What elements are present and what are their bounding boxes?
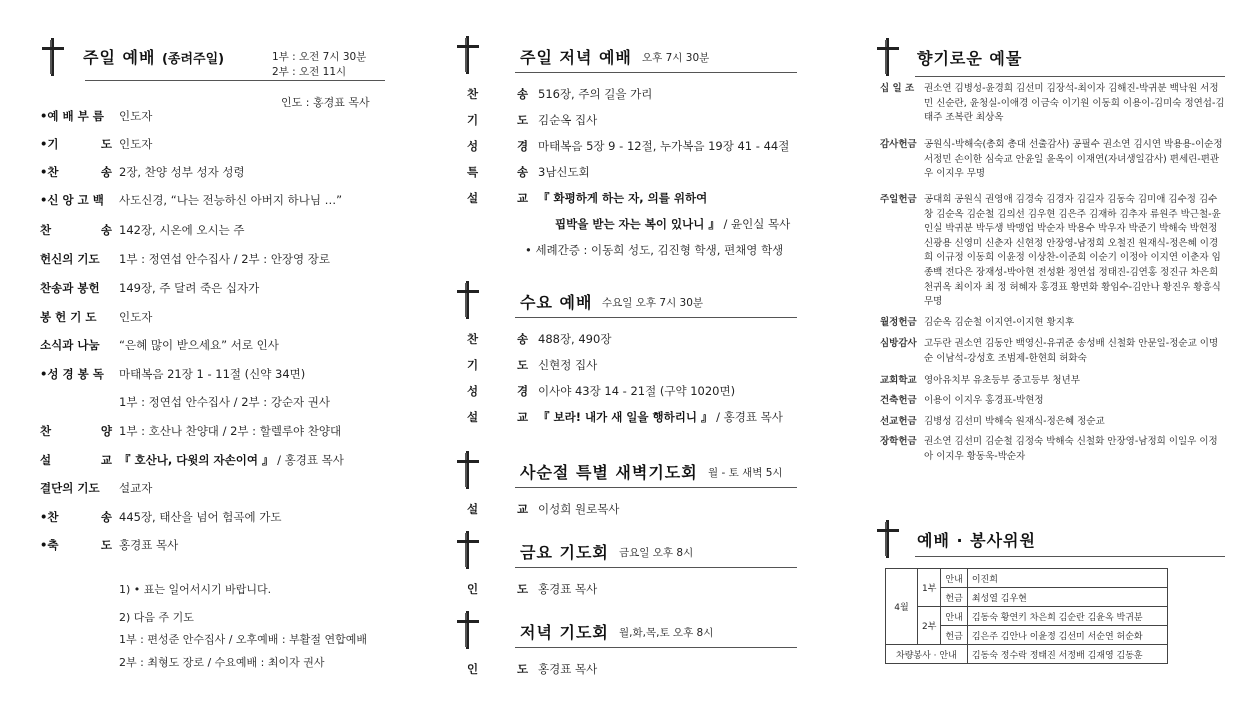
divider <box>915 76 1225 77</box>
order-label-text: •찬 <box>40 510 59 524</box>
order-value <box>119 423 341 439</box>
offering-entry <box>880 337 1225 366</box>
row-value <box>538 190 707 206</box>
order-label-text: 소식과 나눔 <box>40 338 100 352</box>
order-value-text: / 홍경표 목사 <box>273 453 344 467</box>
offering-names: 권소연 김병성-윤경희 김선미 김장석-최이자 김해진-박귀분 백낙원 서정민 신순란, 윤청실-이애경 이금숙 이기원 이동희 이용이-김미숙 정연섭-김태주 조복란 최상옥 <box>924 83 1225 124</box>
order-value <box>119 509 281 525</box>
service-title: 저녁 기도회 <box>520 623 609 642</box>
row-label: 설 <box>467 502 479 516</box>
row-label: 기 <box>467 358 479 372</box>
order-value-text: 인도자 <box>119 109 153 123</box>
row-value-text: 홍경표 목사 <box>538 582 598 596</box>
order-value <box>119 280 259 296</box>
row-label: 도 <box>517 662 529 676</box>
offering-category: 선교헌금 <box>880 416 917 427</box>
order-label-text: 헌신의 기도 <box>40 252 100 266</box>
offering-names: 공원식-박해숙(총회 총대 선출감사) 공필수 권소연 김시연 박용용-이순정 서정민 손이한 심숙교 안윤일 윤옥이 이재연(자녀생일감사) 편세린-편관우 이지우 무명 <box>924 139 1223 180</box>
divider <box>515 317 797 318</box>
service-title: 수요 예배 <box>520 293 593 312</box>
service-time: 월,화,목,토 오후 8시 <box>619 627 714 639</box>
order-label-text: 도 <box>100 137 112 151</box>
offering-category: 주일헌금 <box>880 194 917 205</box>
service-time: 수요일 오후 7시 30분 <box>602 297 704 309</box>
order-value <box>119 337 279 353</box>
divider <box>515 72 797 73</box>
order-value <box>119 366 305 382</box>
order-value <box>119 309 152 325</box>
order-label-text: 찬 <box>40 223 52 237</box>
order-value-text: 149장, 주 달려 죽은 십자가 <box>119 281 260 295</box>
row-value-text: 이사야 43장 14 - 21절 (구약 1020면) <box>538 384 736 398</box>
order-value-text: 1부 : 정연섭 안수집사 / 2부 : 강순자 권사 <box>119 395 331 409</box>
order-value <box>119 222 244 238</box>
names-cell: 김동숙 황연키 차은희 김순란 김윤옥 박귀분 <box>967 607 1167 626</box>
offering-entry <box>880 374 1225 389</box>
note-line: 1부 : 편성준 안수집사 / 오후예배 : 부활절 연합예배 <box>119 633 367 646</box>
row-label: 찬 <box>467 87 479 101</box>
offerings-title: 향기로운 예물 <box>917 49 1023 68</box>
row-value <box>525 242 783 258</box>
offering-names: 이용이 이지우 홍경표-박현정 <box>924 395 1044 406</box>
cross-icon <box>455 36 481 72</box>
service-title: 사순절 특별 새벽기도회 <box>520 463 698 482</box>
note-line: 2) 다음 주 기도 <box>119 611 194 624</box>
row-value-text: 이성희 원로목사 <box>538 502 620 516</box>
offering-category: 십 일 조 <box>880 83 915 94</box>
role-cell: 헌금 <box>941 626 967 645</box>
row-value <box>538 86 652 102</box>
order-label-text: 찬송과 봉헌 <box>40 281 100 295</box>
row-value <box>538 409 783 425</box>
row-value <box>538 501 619 517</box>
order-label-text: •성 경 봉 독 <box>40 367 104 381</box>
offering-category: 교회학교 <box>880 375 917 386</box>
row-label: 송 <box>517 332 529 346</box>
service-committee-table <box>885 568 1168 664</box>
order-value <box>119 192 342 208</box>
role-cell: 안내 <box>941 607 967 626</box>
service-title: 주일 저녁 예배 <box>520 48 632 67</box>
row-label: 기 <box>467 113 479 127</box>
row-label: 설 <box>467 410 479 424</box>
divider <box>85 80 385 81</box>
offering-entry <box>880 316 1225 331</box>
offering-category: 심방감사 <box>880 338 917 349</box>
note-line: 1) • 표는 일어서시기 바랍니다. <box>119 583 272 596</box>
sunday-worship-time-2: 2부 : 오전 11시 <box>272 66 347 78</box>
order-value <box>119 480 152 496</box>
row-value <box>538 331 611 347</box>
row-value <box>538 138 789 154</box>
order-label-text: 결단의 기도 <box>40 481 100 495</box>
sermon-title: 『 호산나, 다윗의 자손이여 』 <box>119 453 274 467</box>
row-value-text: 마태복음 5장 9 - 12절, 누가복음 19장 41 - 44절 <box>538 139 790 153</box>
offering-entry <box>880 435 1225 464</box>
other-services-column <box>455 30 805 690</box>
names-cell: 김은주 김안나 이윤정 김선미 서순연 허순화 <box>967 626 1167 645</box>
order-label-text: •찬 <box>40 165 59 179</box>
car-service-label: 차량봉사 · 안내 <box>886 645 968 664</box>
row-value-text: / 윤인실 목사 <box>719 217 791 231</box>
row-label: 교 <box>517 410 529 424</box>
row-value-text: 홍경표 목사 <box>538 662 598 676</box>
row-value-text: / 홍경표 목사 <box>712 410 783 424</box>
service-committee-title: 예배 · 봉사위원 <box>917 531 1036 550</box>
service-time: 오후 7시 30분 <box>642 52 710 64</box>
order-label-text: 찬 <box>40 424 52 438</box>
row-label: 성 <box>467 139 479 153</box>
row-value <box>538 383 735 399</box>
row-label: 교 <box>517 191 529 205</box>
order-label-text: 송 <box>100 223 112 237</box>
order-value <box>119 537 178 553</box>
order-value <box>119 452 344 468</box>
role-cell: 안내 <box>941 569 967 588</box>
row-value-text: • 세례간증 : 이동희 성도, 김진형 학생, 편채영 학생 <box>525 243 784 257</box>
order-value-text: 홍경표 목사 <box>119 538 179 552</box>
offering-names: 권소연 김선미 김순철 김정숙 박해숙 신철화 안장영-남정희 이일우 이정아 이지우 황동욱-박순자 <box>924 436 1218 462</box>
cross-icon <box>875 520 901 556</box>
cross-icon <box>455 451 481 487</box>
offering-category: 월정헌금 <box>880 317 917 328</box>
order-label-text: •예 배 부 름 <box>40 109 104 123</box>
row-value-text: 488장, 490장 <box>538 332 612 346</box>
row-label: 송 <box>517 165 529 179</box>
row-label: 경 <box>517 139 529 153</box>
order-value-text: 인도자 <box>119 310 153 324</box>
cross-icon <box>875 38 901 74</box>
order-label-text: 도 <box>100 538 112 552</box>
row-value <box>538 112 597 128</box>
sunday-worship-section <box>30 30 400 690</box>
row-value <box>538 581 597 597</box>
row-value <box>538 164 590 180</box>
order-label-text: 교 <box>100 453 112 467</box>
row-label: 송 <box>517 87 529 101</box>
cross-icon <box>40 38 66 74</box>
names-cell: 최성열 김우현 <box>967 588 1167 607</box>
order-label-text: 송 <box>100 165 112 179</box>
names-cell: 이진희 <box>967 569 1167 588</box>
role-cell: 헌금 <box>941 588 967 607</box>
row-value-text: 516장, 주의 길을 가리 <box>538 87 653 101</box>
row-value-text: 김순옥 집사 <box>538 113 598 127</box>
order-label-text: 양 <box>100 424 112 438</box>
sermon-title: 핍박을 받는 자는 복이 있나니 』 <box>555 217 720 231</box>
service-time: 월 - 토 새벽 5시 <box>708 467 783 479</box>
row-label: 도 <box>517 113 529 127</box>
divider <box>515 647 797 648</box>
row-label: 인 <box>467 582 479 596</box>
order-value-text: 2장, 찬양 성부 성자 성령 <box>119 165 245 179</box>
offering-category: 장학헌금 <box>880 436 917 447</box>
order-value-text: 1부 : 호산나 찬양대 / 2부 : 할렐루야 찬양대 <box>119 424 342 438</box>
sunday-worship-title: 주일 예배 (종려주일) <box>83 48 225 67</box>
order-label-text: •기 <box>40 137 59 151</box>
cross-icon <box>455 281 481 317</box>
service-time: 금요일 오후 8시 <box>619 547 694 559</box>
order-label-text: •축 <box>40 538 59 552</box>
offering-entry <box>880 394 1225 409</box>
service-title: 금요 기도회 <box>520 543 609 562</box>
row-label: 인 <box>467 662 479 676</box>
row-label: 성 <box>467 384 479 398</box>
divider <box>515 487 797 488</box>
order-value-text: “은혜 많이 받으세요” 서로 인사 <box>119 338 279 352</box>
names-cell: 김동숙 정수락 정태진 서정배 김재영 김동훈 <box>967 645 1167 664</box>
offering-names: 공대희 공원식 권영애 김경숙 김경자 김길자 김동숙 김미애 김수정 김수창 김순옥 김순철 김의선 김우현 김은주 김재하 김추자 류원주 박근철-윤인실 박귀분 박두생 박맹업 박순자 박용수 박우자 박준기 박해숙 박현정 신광용 신영미 신춘자 신현정 안장영-남정희 오철진 원재식-정은혜 이경희 이규정 이동희 이윤정 이상찬-이준희 이순기 이정아 이지연 이춘자 임종백 전다은 장재성-박아현 전성환 정연섭 정태진-김연홍 정진규 차은희 천귀옥 최이자 최 정 허혜자 홍경표 황면화 황임수-김안나 황진우 황흥식 무명 <box>924 194 1221 308</box>
row-value-text: 3남신도회 <box>538 165 590 179</box>
cross-icon <box>455 531 481 567</box>
order-value-text: 마태복음 21장 1 - 11절 (신약 34면) <box>119 367 306 381</box>
offering-entry <box>880 82 1225 126</box>
divider <box>515 567 797 568</box>
offering-category: 감사헌금 <box>880 139 917 150</box>
order-value <box>119 164 245 180</box>
order-value <box>119 251 330 267</box>
order-value-text: 445장, 태산을 넘어 험곡에 가도 <box>119 510 282 524</box>
row-label: 특 <box>467 165 479 179</box>
offering-entry <box>880 138 1225 182</box>
row-label: 도 <box>517 358 529 372</box>
row-label: 교 <box>517 502 529 516</box>
sermon-title: 『 화평하게 하는 자, 의를 위하여 <box>538 191 708 205</box>
offerings-column <box>870 30 1230 690</box>
month-cell: 4월 <box>886 569 918 645</box>
part-cell: 1부 <box>918 569 941 607</box>
row-value <box>555 216 790 232</box>
order-value <box>119 394 330 410</box>
order-value-text: 1부 : 정연섭 안수집사 / 2부 : 안장영 장로 <box>119 252 331 266</box>
order-value-text: 142장, 시온에 오시는 주 <box>119 223 245 237</box>
order-label-text: 설 <box>40 453 52 467</box>
offering-names: 영아유치부 유초등부 중고등부 청년부 <box>924 375 1080 386</box>
row-label: 설 <box>467 191 479 205</box>
sermon-title: 『 보라! 내가 새 일을 행하리니 』 <box>538 410 713 424</box>
offering-names: 고두란 권소연 김동안 백영신-유귀준 송성배 신철화 안문일-정순교 이명순 이남석-강성호 조범제-한현희 허화숙 <box>924 338 1219 364</box>
worship-leader: 인도 : 홍경표 목사 <box>281 96 370 109</box>
order-label-text: 송 <box>100 510 112 524</box>
offering-category: 건축헌금 <box>880 395 917 406</box>
row-label: 찬 <box>467 332 479 346</box>
part-cell: 2부 <box>918 607 941 645</box>
row-label: 도 <box>517 582 529 596</box>
row-label: 경 <box>517 384 529 398</box>
order-label-text: •신 앙 고 백 <box>40 193 104 207</box>
order-label-text: 봉 헌 기 도 <box>40 310 97 324</box>
order-value <box>119 136 152 152</box>
sunday-worship-time-1: 1부 : 오전 7시 30분 <box>272 51 367 63</box>
row-value-text: 신현정 집사 <box>538 358 598 372</box>
note-line: 2부 : 최형도 장로 / 수요예배 : 최이자 권사 <box>119 656 325 669</box>
order-value-text: 사도신경, “나는 전능하신 아버지 하나님 …” <box>119 193 343 207</box>
offering-names: 김병성 김선미 박해숙 원재식-정은혜 정순교 <box>924 416 1105 427</box>
row-value <box>538 661 597 677</box>
offering-entry <box>880 193 1225 310</box>
offering-entry <box>880 415 1225 430</box>
order-value-text: 인도자 <box>119 137 153 151</box>
divider <box>915 556 1225 557</box>
offering-names: 김순옥 김순철 이지연-이지현 황지후 <box>924 317 1075 328</box>
row-value <box>538 357 597 373</box>
cross-icon <box>455 611 481 647</box>
order-value-text: 설교자 <box>119 481 153 495</box>
order-value <box>119 108 152 124</box>
